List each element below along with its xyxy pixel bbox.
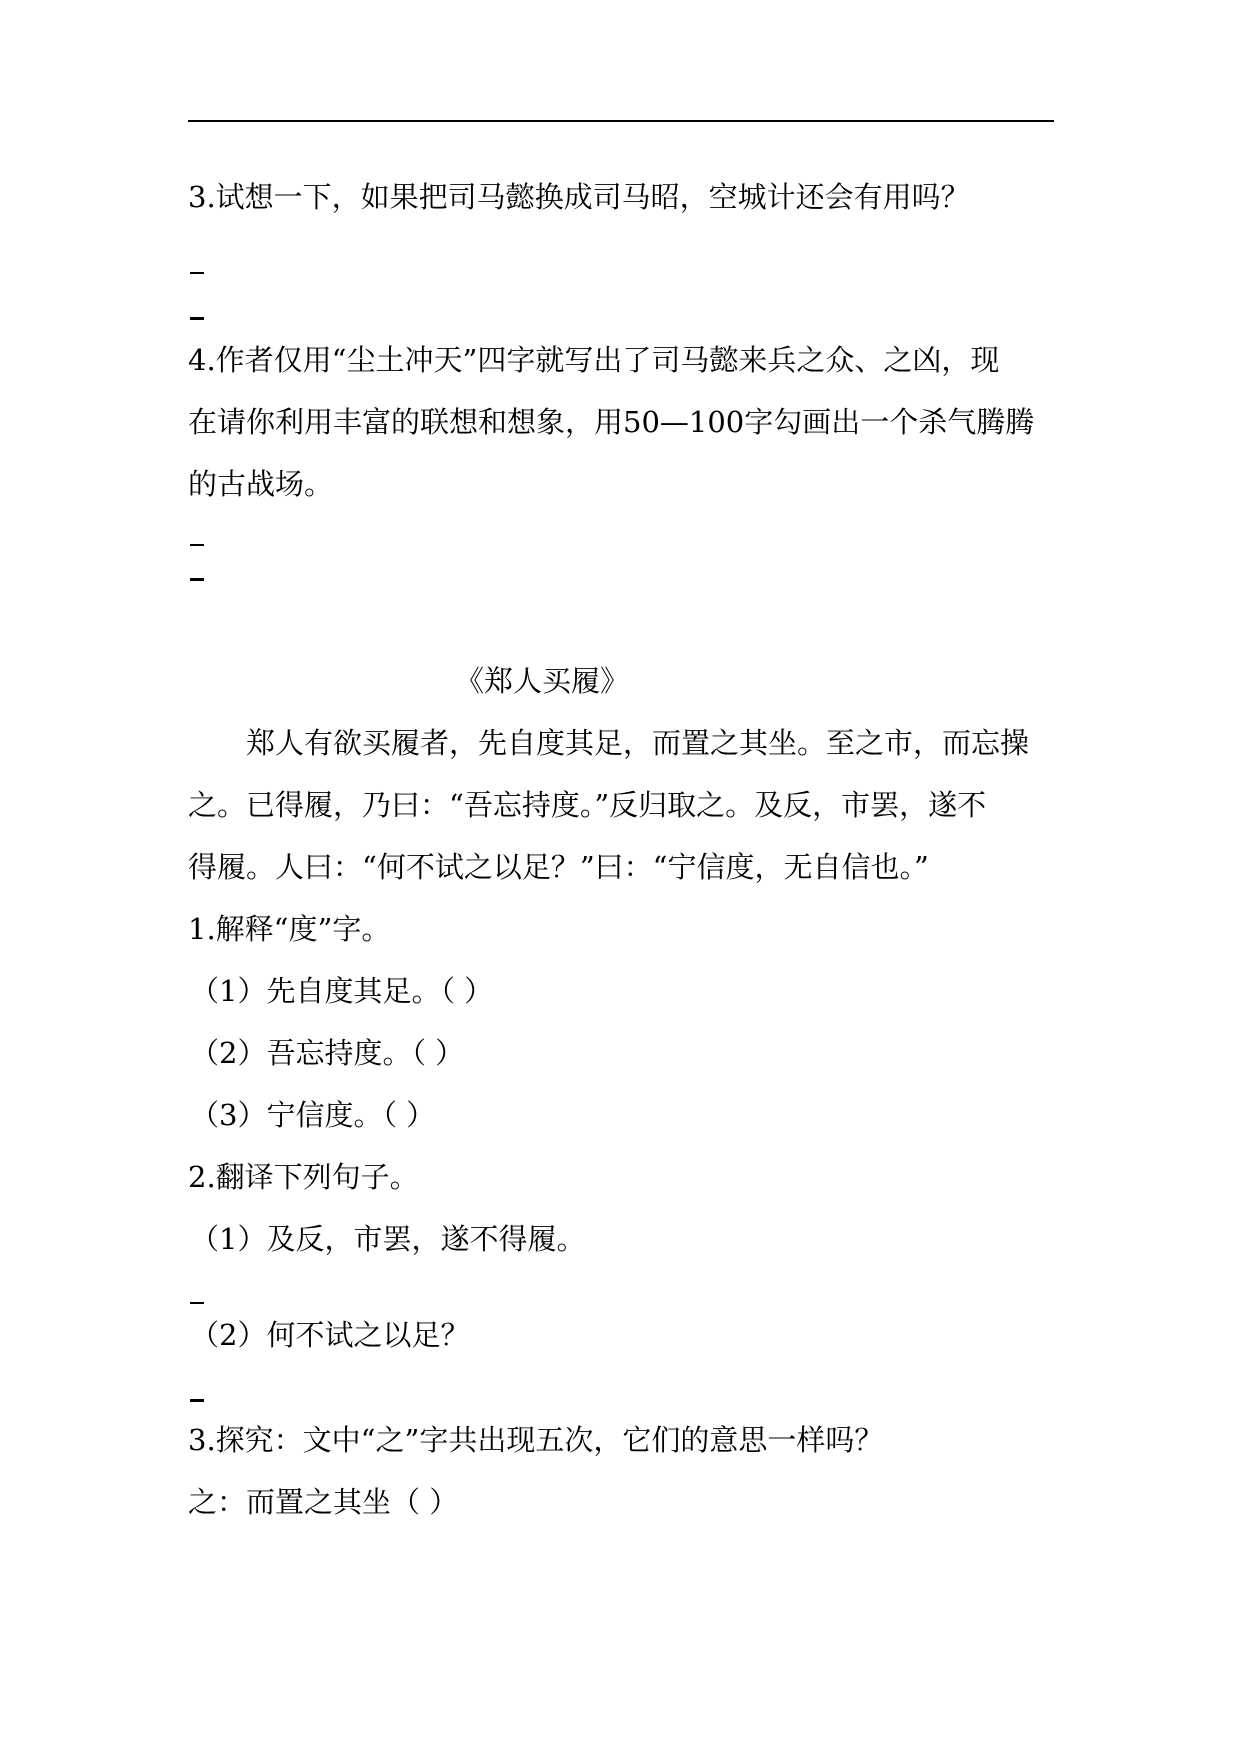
question-4-line-2: 在请你利用丰富的联想和想象，用50—100字勾画出一个杀气腾腾 [188, 405, 1035, 439]
question-1-item-3: （3）宁信度。（ ） [190, 1098, 436, 1132]
passage-line-2: 之。已得履，乃曰：“吾忘持度。”反归取之。及反，市罢，遂不 [188, 788, 987, 822]
question-4-line-3: 的古战场。 [188, 467, 334, 501]
question-1-prompt: 1.解释“度”字。 [188, 912, 391, 946]
answer-blank [190, 578, 204, 581]
answer-blank [190, 1302, 204, 1304]
header-rule [188, 120, 1054, 122]
question-2-item-1: （1）及反，市罢，遂不得履。 [190, 1222, 586, 1256]
passage-line-3: 得履。人曰：“何不试之以足？”曰：“宁信度，无自信也。” [188, 850, 929, 884]
answer-blank [190, 1399, 204, 1402]
question-1-item-1: （1）先自度其足。（ ） [190, 974, 494, 1008]
question-2-item-2: （2）何不试之以足？ [190, 1318, 470, 1352]
answer-blank [190, 317, 204, 320]
question-1-item-2: （2）吾忘持度。（ ） [190, 1036, 465, 1070]
question-3-item: 之：而置之其坐（ ） [188, 1485, 459, 1519]
question-2-prompt: 2.翻译下列句子。 [188, 1160, 419, 1194]
question-3: 3.试想一下，如果把司马懿换成司马昭，空城计还会有用吗？ [188, 180, 970, 214]
question-4-line-1: 4.作者仅用“尘土冲天”四字就写出了司马懿来兵之众、之凶，现 [188, 343, 1000, 377]
passage-line-1: 郑人有欲买履者，先自度其足，而置之其坐。至之市，而忘操 [246, 726, 1030, 760]
answer-blank [190, 272, 204, 274]
answer-blank [190, 544, 204, 546]
question-3-prompt: 3.探究：文中“之”字共出现五次，它们的意思一样吗？ [188, 1423, 884, 1457]
passage-title: 《郑人买履》 [455, 664, 630, 698]
